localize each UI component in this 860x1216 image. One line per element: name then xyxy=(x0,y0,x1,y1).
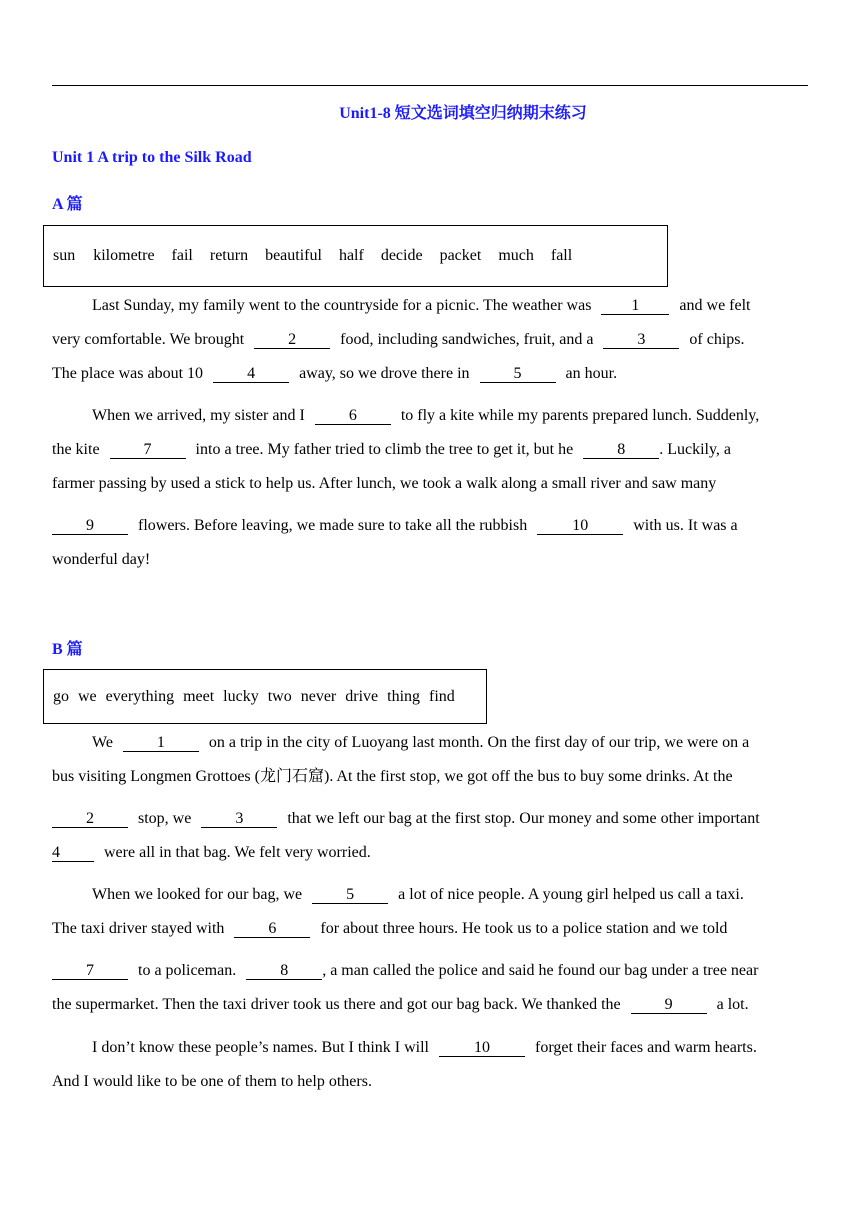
word-bank-b-item: we xyxy=(78,687,97,705)
word-bank-a-item: decide xyxy=(380,247,423,264)
passage-text: The place was about 10 xyxy=(52,365,204,382)
passage-text: were all in that bag. We felt very worried. xyxy=(104,844,371,861)
passage-text: with us. It was a xyxy=(633,517,738,534)
passage-text: , a man called the police and said he found our bag under a tree near xyxy=(322,962,759,979)
passage-line xyxy=(92,1040,757,1057)
passage-line xyxy=(52,366,617,383)
blank-b-6: 6 xyxy=(234,921,310,938)
passage-text: an hour. xyxy=(565,365,618,382)
blank-a-5: 5 xyxy=(480,366,556,383)
passage-line xyxy=(52,476,716,492)
passage-text: bus visiting Longmen Grottoes (龙门石窟). At the first stop, we got off the bus to buy some drinks. At the xyxy=(52,768,733,785)
passage-line xyxy=(92,408,759,425)
passage-line xyxy=(92,887,744,904)
passage-line xyxy=(52,811,760,828)
document-title: Unit1-8 短文选词填空归纳期末练习 xyxy=(339,105,587,122)
word-bank-b-item: two xyxy=(267,687,292,705)
passage-text: a lot. xyxy=(716,996,749,1013)
passage-text: for about three hours. He took us to a police station and we told xyxy=(320,920,728,937)
passage-text: very comfortable. We brought xyxy=(52,331,245,348)
word-bank-b-item: lucky xyxy=(223,687,259,705)
word-bank-b-item: meet xyxy=(183,687,215,705)
word-bank-a-item: kilometre xyxy=(93,247,155,264)
passage-text: to fly a kite while my parents prepared lunch. Suddenly, xyxy=(400,407,760,424)
word-bank-b-item: drive xyxy=(345,687,379,705)
passage-text: And I would like to be one of them to help others. xyxy=(52,1073,372,1090)
word-bank-a-item: fail xyxy=(171,247,193,264)
blank-a-7: 7 xyxy=(110,442,186,459)
blank-a-4: 4 xyxy=(213,366,289,383)
word-bank-a-item: beautiful xyxy=(265,247,322,264)
passage-line xyxy=(52,442,731,459)
passage-line xyxy=(52,552,150,568)
passage-text: the kite xyxy=(52,441,100,458)
header-rule xyxy=(52,85,808,86)
blank-a-6: 6 xyxy=(315,408,391,425)
unit1-heading: Unit 1 A trip to the Silk Road xyxy=(52,149,252,166)
passage-text: to a policeman. xyxy=(138,962,237,979)
blank-b-4: 4 xyxy=(52,845,94,862)
passage-text: that we left our bag at the first stop. Our money and some other important xyxy=(287,810,760,827)
section-a-heading: A 篇 xyxy=(52,196,83,213)
passage-text: wonderful day! xyxy=(52,551,151,568)
word-bank-a xyxy=(43,225,668,287)
passage-text: away, so we drove there in xyxy=(299,365,470,382)
passage-line xyxy=(52,963,758,980)
word-bank-a-item: half xyxy=(338,247,364,264)
word-bank-b-item: find xyxy=(429,687,455,705)
blank-a-2: 2 xyxy=(254,332,330,349)
word-bank-a-item: much xyxy=(498,247,534,264)
word-bank-b-item: everything xyxy=(105,687,175,705)
blank-b-10: 10 xyxy=(439,1040,525,1057)
word-bank-a-item: sun xyxy=(53,247,76,264)
blank-a-3: 3 xyxy=(603,332,679,349)
word-bank-a-item: fall xyxy=(550,247,573,264)
passage-text: flowers. Before leaving, we made sure to take all the rubbish xyxy=(138,517,528,534)
passage-text: The taxi driver stayed with xyxy=(52,920,225,937)
blank-a-10: 10 xyxy=(537,518,623,535)
passage-text: on a trip in the city of Luoyang last month. On the first day of our trip, we were on a xyxy=(208,734,750,751)
word-bank-a-item: packet xyxy=(439,247,482,264)
word-bank-b-item: never xyxy=(300,687,337,705)
blank-a-1: 1 xyxy=(601,298,669,315)
passage-line xyxy=(52,769,733,785)
passage-text: We xyxy=(92,734,113,751)
blank-a-9: 9 xyxy=(52,518,128,535)
passage-line xyxy=(92,735,749,752)
passage-text: Last Sunday, my family went to the countryside for a picnic. The weather was xyxy=(92,297,592,314)
blank-a-8: 8 xyxy=(583,442,659,459)
blank-b-1: 1 xyxy=(123,735,199,752)
passage-line xyxy=(52,332,745,349)
blank-b-8: 8 xyxy=(246,963,322,980)
passage-text: of chips. xyxy=(689,331,745,348)
passage-line xyxy=(52,845,371,862)
blank-b-3: 3 xyxy=(201,811,277,828)
passage-text: and we felt xyxy=(679,297,751,314)
passage-text: forget their faces and warm hearts. xyxy=(535,1039,757,1056)
blank-b-2: 2 xyxy=(52,811,128,828)
section-b-heading: B 篇 xyxy=(52,641,83,658)
passage-line xyxy=(52,921,727,938)
word-bank-a-item: return xyxy=(209,247,249,264)
word-bank-b-item: go xyxy=(53,687,69,705)
passage-text: . Luckily, a xyxy=(659,441,732,458)
passage-text: stop, we xyxy=(138,810,192,827)
passage-text: food, including sandwiches, fruit, and a xyxy=(340,331,594,348)
passage-line xyxy=(52,1074,372,1090)
passage-line xyxy=(52,518,738,535)
passage-line xyxy=(52,997,749,1014)
blank-b-7: 7 xyxy=(52,963,128,980)
passage-line xyxy=(92,298,751,315)
passage-text: When we looked for our bag, we xyxy=(92,886,303,903)
passage-text: I don’t know these people’s names. But I think I will xyxy=(92,1039,429,1056)
word-bank-b xyxy=(43,669,487,724)
blank-b-5: 5 xyxy=(312,887,388,904)
word-bank-b-item: thing xyxy=(387,687,421,705)
blank-b-9: 9 xyxy=(631,997,707,1014)
passage-text: into a tree. My father tried to climb the tree to get it, but he xyxy=(195,441,574,458)
passage-text: farmer passing by used a stick to help us. After lunch, we took a walk along a small river and saw many xyxy=(52,475,717,492)
passage-text: When we arrived, my sister and I xyxy=(92,407,305,424)
passage-text: a lot of nice people. A young girl helped us call a taxi. xyxy=(398,886,744,903)
passage-text: the supermarket. Then the taxi driver took us there and got our bag back. We thanked the xyxy=(52,996,621,1013)
